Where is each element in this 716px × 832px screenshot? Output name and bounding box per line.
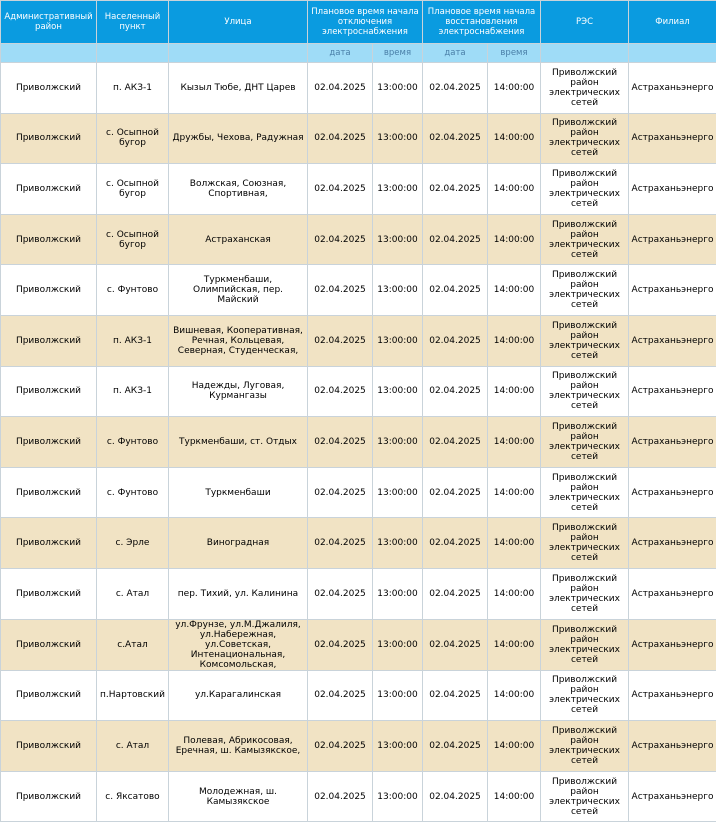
cell-on-time: 14:00:00 (488, 619, 541, 670)
cell-branch: Астраханьэнерго (629, 619, 716, 670)
cell-on-date: 02.04.2025 (423, 315, 488, 366)
cell-locality: с. Осыпной бугор (97, 214, 169, 265)
cell-off-date: 02.04.2025 (308, 467, 373, 518)
cell-res: Приволжский район электрических сетей (541, 518, 629, 569)
cell-branch: Астраханьэнерго (629, 771, 716, 822)
cell-off-time: 13:00:00 (373, 771, 423, 822)
cell-branch: Астраханьэнерго (629, 417, 716, 468)
cell-district: Приволжский (1, 721, 97, 772)
table-row (1, 670, 716, 721)
cell-street: Дружбы, Чехова, Радужная (169, 113, 308, 164)
cell-street: Молодежная, ш. Камызякское (169, 771, 308, 822)
cell-off-date: 02.04.2025 (308, 63, 373, 114)
table-body (1, 63, 716, 822)
cell-district: Приволжский (1, 63, 97, 114)
cell-res: Приволжский район электрических сетей (541, 670, 629, 721)
cell-res: Приволжский район электрических сетей (541, 113, 629, 164)
cell-locality: с.Атал (97, 619, 169, 670)
cell-res: Приволжский район электрических сетей (541, 417, 629, 468)
cell-on-date: 02.04.2025 (423, 417, 488, 468)
cell-off-date: 02.04.2025 (308, 721, 373, 772)
cell-res: Приволжский район электрических сетей (541, 467, 629, 518)
cell-branch: Астраханьэнерго (629, 315, 716, 366)
cell-street: Астраханская (169, 214, 308, 265)
cell-district: Приволжский (1, 214, 97, 265)
cell-district: Приволжский (1, 113, 97, 164)
cell-locality: п. АКЗ-1 (97, 63, 169, 114)
cell-locality: с. Осыпной бугор (97, 164, 169, 215)
cell-locality: с. Атал (97, 721, 169, 772)
cell-district: Приволжский (1, 771, 97, 822)
cell-street: Туркменбаши, ст. Отдых (169, 417, 308, 468)
cell-res: Приволжский район электрических сетей (541, 214, 629, 265)
table-row (1, 771, 716, 822)
table-row (1, 265, 716, 316)
cell-off-time: 13:00:00 (373, 63, 423, 114)
cell-locality: с. Фунтово (97, 417, 169, 468)
cell-locality: п. АКЗ-1 (97, 315, 169, 366)
cell-off-time: 13:00:00 (373, 467, 423, 518)
cell-branch: Астраханьэнерго (629, 265, 716, 316)
cell-street: Вишневая, Кооперативная, Речная, Кольцевая, Северная, Студенческая, (169, 315, 308, 366)
cell-off-time: 13:00:00 (373, 518, 423, 569)
cell-branch: Астраханьэнерго (629, 467, 716, 518)
subheader-empty (169, 44, 308, 63)
cell-locality: с. Эрле (97, 518, 169, 569)
header-res: РЭС (541, 1, 629, 44)
cell-locality: с. Атал (97, 568, 169, 619)
cell-district: Приволжский (1, 467, 97, 518)
cell-on-time: 14:00:00 (488, 164, 541, 215)
cell-district: Приволжский (1, 619, 97, 670)
cell-branch: Астраханьэнерго (629, 113, 716, 164)
cell-on-time: 14:00:00 (488, 265, 541, 316)
cell-off-time: 13:00:00 (373, 568, 423, 619)
cell-off-time: 13:00:00 (373, 366, 423, 417)
cell-on-time: 14:00:00 (488, 417, 541, 468)
cell-on-date: 02.04.2025 (423, 670, 488, 721)
cell-district: Приволжский (1, 366, 97, 417)
cell-on-date: 02.04.2025 (423, 366, 488, 417)
cell-res: Приволжский район электрических сетей (541, 265, 629, 316)
cell-district: Приволжский (1, 568, 97, 619)
cell-on-date: 02.04.2025 (423, 214, 488, 265)
header-street: Улица (169, 1, 308, 44)
cell-district: Приволжский (1, 417, 97, 468)
cell-res: Приволжский район электрических сетей (541, 568, 629, 619)
cell-on-time: 14:00:00 (488, 467, 541, 518)
cell-on-time: 14:00:00 (488, 366, 541, 417)
cell-on-date: 02.04.2025 (423, 113, 488, 164)
cell-on-date: 02.04.2025 (423, 164, 488, 215)
cell-on-date: 02.04.2025 (423, 568, 488, 619)
cell-district: Приволжский (1, 164, 97, 215)
table-row (1, 63, 716, 114)
cell-locality: с. Фунтово (97, 265, 169, 316)
cell-off-time: 13:00:00 (373, 315, 423, 366)
cell-off-date: 02.04.2025 (308, 619, 373, 670)
cell-on-time: 14:00:00 (488, 315, 541, 366)
cell-on-date: 02.04.2025 (423, 467, 488, 518)
cell-off-time: 13:00:00 (373, 164, 423, 215)
cell-off-date: 02.04.2025 (308, 366, 373, 417)
cell-off-date: 02.04.2025 (308, 265, 373, 316)
cell-branch: Астраханьэнерго (629, 721, 716, 772)
cell-on-time: 14:00:00 (488, 214, 541, 265)
cell-res: Приволжский район электрических сетей (541, 721, 629, 772)
table-header (1, 1, 716, 63)
cell-street: пер. Тихий, ул. Калинина (169, 568, 308, 619)
cell-street: Виноградная (169, 518, 308, 569)
cell-off-date: 02.04.2025 (308, 568, 373, 619)
subheader-on-time: время (488, 44, 541, 63)
cell-district: Приволжский (1, 670, 97, 721)
table-row (1, 214, 716, 265)
cell-district: Приволжский (1, 315, 97, 366)
subheader-empty (97, 44, 169, 63)
cell-off-time: 13:00:00 (373, 417, 423, 468)
cell-branch: Астраханьэнерго (629, 164, 716, 215)
cell-on-time: 14:00:00 (488, 518, 541, 569)
subheader-on-date: дата (423, 44, 488, 63)
cell-branch: Астраханьэнерго (629, 366, 716, 417)
header-district: Административный район (1, 1, 97, 44)
subheader-off-date: дата (308, 44, 373, 63)
cell-on-date: 02.04.2025 (423, 771, 488, 822)
cell-off-time: 13:00:00 (373, 113, 423, 164)
cell-district: Приволжский (1, 518, 97, 569)
cell-res: Приволжский район электрических сетей (541, 619, 629, 670)
cell-district: Приволжский (1, 265, 97, 316)
cell-off-time: 13:00:00 (373, 265, 423, 316)
cell-off-date: 02.04.2025 (308, 214, 373, 265)
cell-locality: с. Фунтово (97, 467, 169, 518)
cell-off-time: 13:00:00 (373, 619, 423, 670)
cell-on-date: 02.04.2025 (423, 518, 488, 569)
subheader-empty (541, 44, 629, 63)
cell-on-time: 14:00:00 (488, 771, 541, 822)
cell-off-date: 02.04.2025 (308, 113, 373, 164)
table-row (1, 366, 716, 417)
cell-res: Приволжский район электрических сетей (541, 366, 629, 417)
cell-res: Приволжский район электрических сетей (541, 63, 629, 114)
table-row (1, 721, 716, 772)
cell-branch: Астраханьэнерго (629, 214, 716, 265)
cell-street: ул.Фрунзе, ул.М.Джалиля, ул.Набережная, ул.Советская, Интенациональная, Комсомольская, (169, 619, 308, 670)
subheader-empty (629, 44, 716, 63)
subheader-off-time: время (373, 44, 423, 63)
cell-on-time: 14:00:00 (488, 721, 541, 772)
table-row (1, 315, 716, 366)
cell-off-time: 13:00:00 (373, 670, 423, 721)
cell-branch: Астраханьэнерго (629, 670, 716, 721)
cell-on-time: 14:00:00 (488, 63, 541, 114)
cell-res: Приволжский район электрических сетей (541, 771, 629, 822)
cell-off-date: 02.04.2025 (308, 670, 373, 721)
cell-street: Волжская, Союзная, Спортивная, (169, 164, 308, 215)
cell-street: Надежды, Луговая, Курмангазы (169, 366, 308, 417)
cell-street: ул.Карагалинская (169, 670, 308, 721)
table-row (1, 467, 716, 518)
cell-on-date: 02.04.2025 (423, 265, 488, 316)
cell-on-time: 14:00:00 (488, 113, 541, 164)
cell-branch: Астраханьэнерго (629, 63, 716, 114)
cell-street: Туркменбаши, Олимпийская, пер. Майский (169, 265, 308, 316)
header-locality: Населенный пункт (97, 1, 169, 44)
table-row (1, 619, 716, 670)
table-row (1, 568, 716, 619)
cell-locality: п.Нартовский (97, 670, 169, 721)
cell-on-time: 14:00:00 (488, 568, 541, 619)
cell-locality: с. Яксатово (97, 771, 169, 822)
cell-off-date: 02.04.2025 (308, 417, 373, 468)
cell-res: Приволжский район электрических сетей (541, 164, 629, 215)
cell-off-date: 02.04.2025 (308, 315, 373, 366)
cell-street: Туркменбаши (169, 467, 308, 518)
cell-off-date: 02.04.2025 (308, 518, 373, 569)
subheader-empty (1, 44, 97, 63)
cell-on-date: 02.04.2025 (423, 619, 488, 670)
cell-on-time: 14:00:00 (488, 670, 541, 721)
cell-res: Приволжский район электрических сетей (541, 315, 629, 366)
cell-locality: с. Осыпной бугор (97, 113, 169, 164)
header-on-time: Плановое время начала восстановления электроснабжения (423, 1, 541, 44)
table-row (1, 518, 716, 569)
cell-locality: п. АКЗ-1 (97, 366, 169, 417)
cell-on-date: 02.04.2025 (423, 63, 488, 114)
cell-branch: Астраханьэнерго (629, 518, 716, 569)
cell-on-date: 02.04.2025 (423, 721, 488, 772)
cell-street: Полевая, Абрикосовая, Еречная, ш. Камызякское, (169, 721, 308, 772)
cell-off-date: 02.04.2025 (308, 771, 373, 822)
cell-off-time: 13:00:00 (373, 214, 423, 265)
header-branch: Филиал (629, 1, 716, 44)
table-row (1, 417, 716, 468)
table-row (1, 164, 716, 215)
cell-off-date: 02.04.2025 (308, 164, 373, 215)
cell-street: Кызыл Тюбе, ДНТ Царев (169, 63, 308, 114)
header-off-time: Плановое время начала отключения электроснабжения (308, 1, 423, 44)
cell-branch: Астраханьэнерго (629, 568, 716, 619)
table-row (1, 113, 716, 164)
cell-off-time: 13:00:00 (373, 721, 423, 772)
